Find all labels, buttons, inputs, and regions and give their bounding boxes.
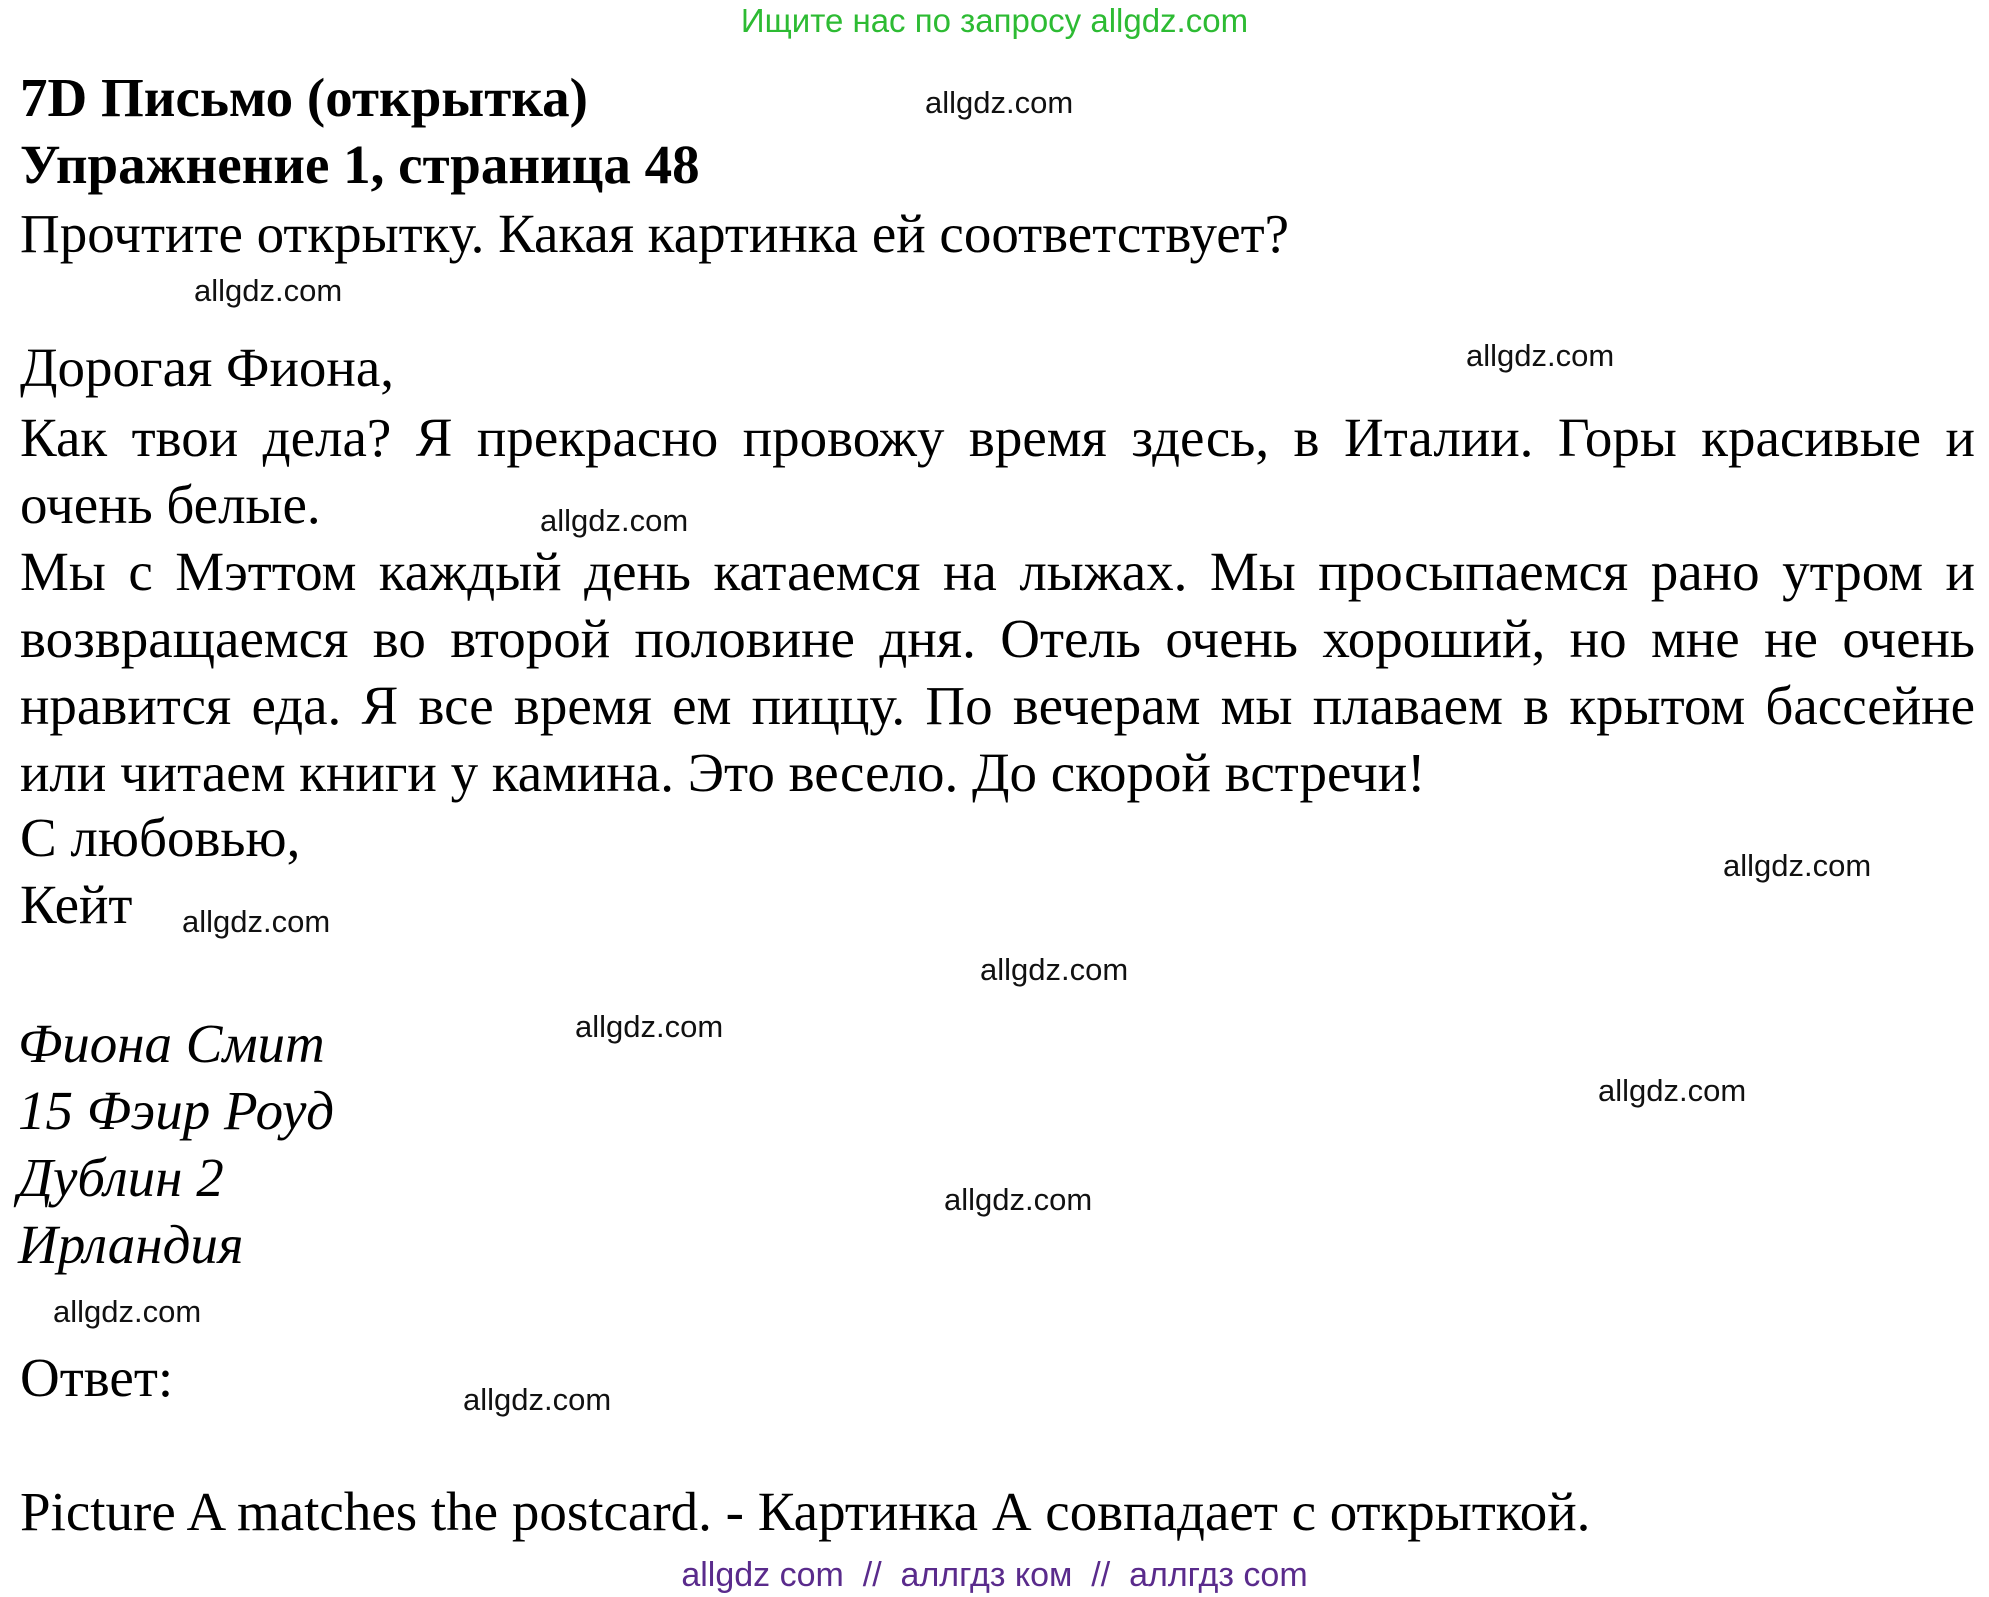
watermark: allgdz.com xyxy=(1598,1073,1747,1108)
address-city: Дублин 2 xyxy=(18,1147,224,1208)
address-name: Фиона Смит xyxy=(18,1013,325,1074)
address-street: 15 Фэир Роуд xyxy=(18,1080,335,1141)
letter-body xyxy=(20,404,1975,806)
task-instruction: Прочтите открытку. Какая картинка ей соответствует? xyxy=(20,203,1290,264)
section-title: 7D Письмо (открытка) xyxy=(20,67,588,128)
search-banner: Ищите нас по запросу allgdz.com xyxy=(740,2,1249,39)
watermark: allgdz.com xyxy=(1723,848,1872,883)
exercise-title: Упражнение 1, страница 48 xyxy=(20,134,700,195)
letter-greeting: Дорогая Фиона, xyxy=(20,337,395,398)
watermark: allgdz.com xyxy=(540,503,689,538)
address-country: Ирландия xyxy=(18,1214,244,1275)
watermark: allgdz.com xyxy=(53,1294,202,1329)
watermark: allgdz.com xyxy=(194,273,343,308)
footer-watermark: allgdz com // аллгдз ком // аллгдз com xyxy=(681,1556,1308,1594)
watermark: allgdz.com xyxy=(575,1009,724,1044)
address-block xyxy=(18,1010,334,1278)
watermark: allgdz.com xyxy=(463,1382,612,1417)
answer-text: Picture A matches the postcard. - Картинка А совпадает с открыткой. xyxy=(20,1481,1591,1542)
letter-closing: С любовью, xyxy=(20,807,301,868)
watermark: allgdz.com xyxy=(925,85,1074,120)
watermark: allgdz.com xyxy=(980,952,1129,987)
letter-signature: Кейт xyxy=(20,874,133,935)
letter-paragraph-2: Мы с Мэттом каждый день катаемся на лыжах. Мы просыпаемся рано утром и возвращаемся во второй половине дня. Отель очень хороший, но мне не очень нравится еда. Я все время ем пиццу. По вечерам мы плаваем в крытом бассейне или читаем книги у камина. Это весело. До скорой встречи! xyxy=(20,541,1975,803)
watermark: allgdz.com xyxy=(944,1182,1093,1217)
letter-paragraph-1: Как твои дела? Я прекрасно провожу время здесь, в Италии. Горы красивые и очень белые. xyxy=(20,407,1975,535)
watermark: allgdz.com xyxy=(182,904,331,939)
watermark: allgdz.com xyxy=(1466,338,1615,373)
answer-label: Ответ: xyxy=(20,1347,174,1408)
